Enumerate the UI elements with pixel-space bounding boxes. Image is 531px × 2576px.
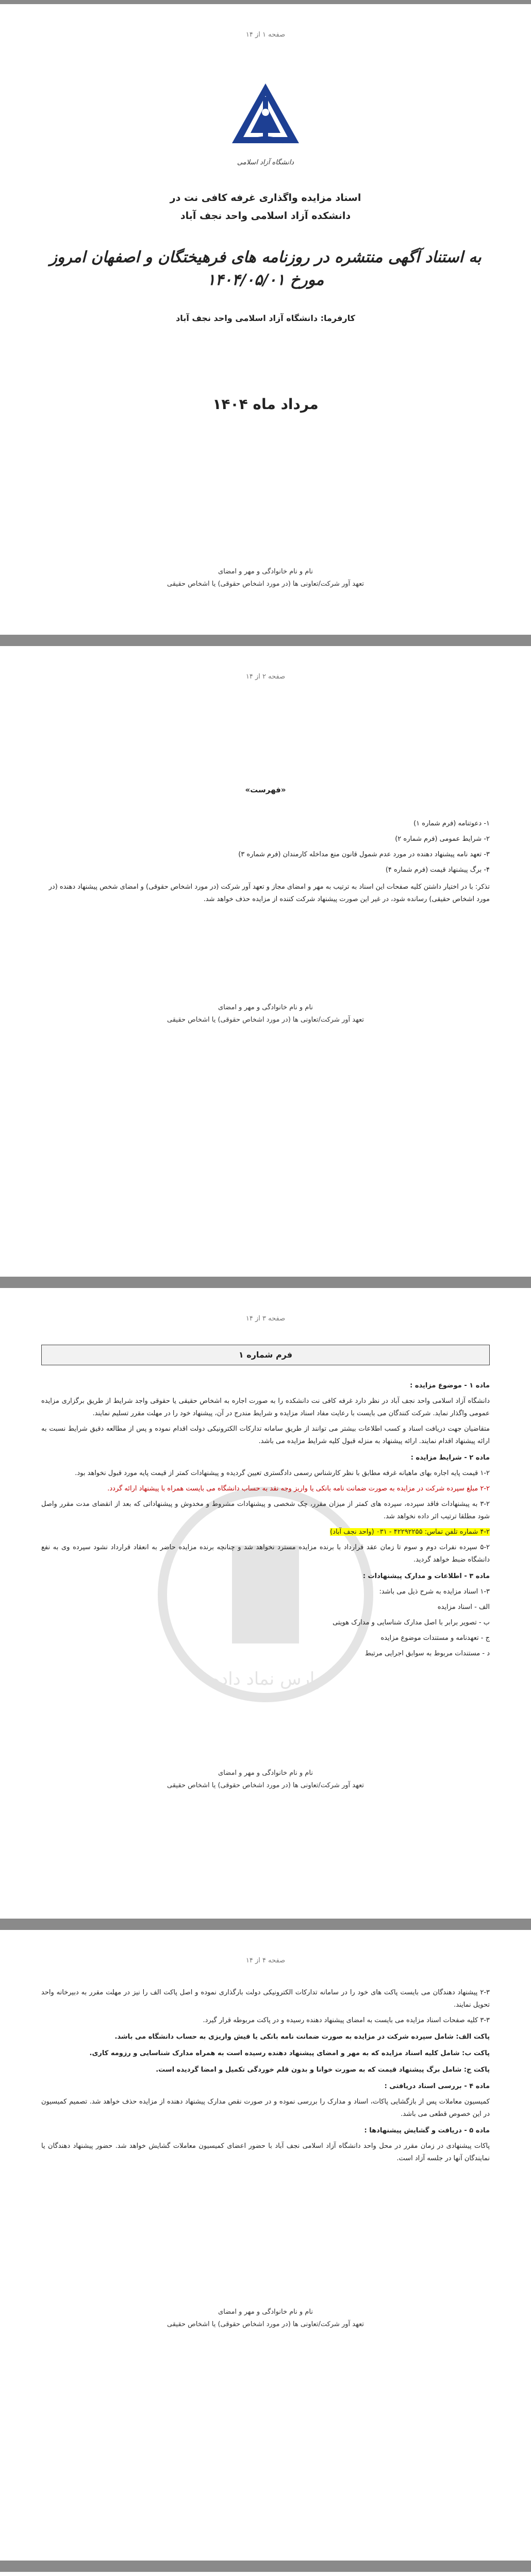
paragraph: ب - تصویر برابر با اصل مدارک شناسایی و مدارک هویتی — [333, 1619, 490, 1626]
paragraph: ۲-۲ مبلغ سپرده شرکت در مزایده به صورت ضمانت نامه بانکی یا واریز وجه نقد به حساب دانشگاه می بایست همراه با پیشنهاد ارائه گردد. — [107, 1485, 490, 1493]
toc-item: ۳- تعهد نامه پیشنهاد دهنده در مورد عدم شمول قانون منع مداخله کارمندان (فرم شماره ۳) — [238, 851, 490, 858]
paragraph: ۳-۳ کلیه صفحات اسناد مزایده می بایست به امضای پیشنهاد دهنده رسیده و در پاکت مربوطه قرار گیرد. — [203, 2016, 490, 2024]
document-page — [0, 1930, 531, 2561]
paragraph: د - مستندات مربوط به سوابق اجرایی مرتبط — [364, 1650, 490, 1657]
document-page — [0, 646, 531, 1277]
page-number: صفحه ۳ از ۱۴ — [245, 1315, 286, 1323]
signature-line-2: تعهد آور شرکت/تعاونی ها (در مورد اشخاص حقوقی) یا اشخاص حقیقی — [167, 1016, 364, 1024]
paragraph: ۱-۲ قیمت پایه اجاره بهای ماهیانه غرفه مطابق با نظر کارشناس رسمی دادگستری تعیین گردیده و پیشنهادات کمتر از قیمت پایه مورد قبول نخواهد بود. — [75, 1469, 490, 1477]
toc-heading: «فهرست» — [245, 785, 286, 794]
paragraph: دانشگاه آزاد اسلامی واحد نجف آباد در نظر دارد غرفه کافی نت دانشکده را به صورت اجاره به اشخاص حقیقی یا حقوقی واجد شرایط از طریق برگزاری مزایده عمومی واگذار نماید. شرکت کنندگان می بایست با رعایت مفاد اسناد مزایده و شرایط مندرج در آن، پیشنهاد خود را در مهلت مقرر تسلیم نمایند. — [41, 1397, 490, 1417]
document-page — [0, 2572, 531, 2576]
paragraph: متقاضیان جهت دریافت اسناد و کسب اطلاعات بیشتر می توانند از طریق سامانه تدارکات الکترونیکی دولت اقدام نموده و پس از مطالعه دقیق شرایط نسبت به ارائه پیشنهاد اقدام نمایند. ارائه پیشنهاد به منزله قبول کلیه شرایط مزایده می باشد. — [41, 1425, 490, 1445]
signature-block — [0, 566, 531, 590]
toc-item: ۱- دعوتنامه (فرم شماره ۱) — [413, 820, 490, 827]
paragraph: ماده ۲ - شرایط مزایده : — [410, 1454, 490, 1462]
paragraph: ۱-۳ اسناد مزایده به شرح ذیل می باشد: — [379, 1588, 490, 1596]
paragraph: کمیسیون معاملات پس از بازگشایی پاکات، اسناد و مدارک را بررسی نموده و در صورت نقص مدارک پیشنهاد دهنده از مزایده حذف خواهد شد. تصمیم کمیسیون در این خصوص قطعی می باشد. — [41, 2098, 490, 2118]
signature-line-1: نام و نام خانوادگی و مهر و امضای — [218, 568, 313, 575]
signature-line-2: تعهد آور شرکت/تعاونی ها (در مورد اشخاص حقوقی) یا اشخاص حقیقی — [167, 1782, 364, 1789]
paragraph: ۳-۲ به پیشنهادات فاقد سپرده، سپرده های کمتر از میزان مقرر، چک شخصی و پیشنهادات مشروط و مخدوش و پیشنهاداتی که بعد از انقضای مدت مقرر واصل شود مطلقا ترتیب اثر داده نخواهد شد. — [41, 1500, 490, 1520]
paragraph: ماده ۳ - اطلاعات و مدارک پیشنهادات : — [362, 1572, 490, 1580]
paragraph: پاکت الف: شامل سپرده شرکت در مزایده به صورت ضمانت نامه بانکی یا فیش واریزی به حساب دانشگاه می باشد. — [114, 2033, 490, 2041]
toc-item: ۲- شرایط عمومی (فرم شماره ۲) — [395, 835, 490, 843]
page-number: صفحه ۲ از ۱۴ — [245, 673, 286, 681]
paragraph — [41, 1526, 490, 1538]
toc-item: ۴- برگ پیشنهاد قیمت (فرم شماره ۴) — [385, 866, 490, 874]
paragraph: ماده ۱ - موضوع مزایده : — [410, 1382, 490, 1389]
cover-date: مرداد ماه ۱۴۰۴ — [212, 396, 319, 413]
highlighted-text: ۴-۲ شماره تلفن تماس: ۴۲۲۹۲۲۵۵ - ۰۳۱ (واحد نجف آباد) — [330, 1528, 490, 1536]
watermark-text: پارس نماد داده — [211, 1669, 320, 1689]
paragraph: ماده ۴ - بررسی اسناد دریافتی : — [384, 2082, 490, 2090]
signature-line-1: نام و نام خانوادگی و مهر و امضای — [218, 1004, 313, 1011]
paragraph: الف - اسناد مزایده — [437, 1603, 490, 1611]
paragraph: ماده ۵ - دریافت و گشایش پیشنهادها : — [364, 2127, 490, 2134]
signature-line-2: تعهد آور شرکت/تعاونی ها (در مورد اشخاص حقوقی) یا اشخاص حقیقی — [167, 580, 364, 588]
signature-block — [0, 1002, 531, 1026]
table-of-contents — [41, 816, 490, 906]
university-logo-icon — [227, 81, 304, 154]
paragraph: پاکات پیشنهادی در زمان مقرر در محل واحد دانشگاه آزاد اسلامی نجف آباد با حضور اعضای کمیسیون معاملات گشایش خواهد شد. حضور پیشنهاد دهندگان یا نمایندگان آنها در جلسه آزاد است. — [41, 2142, 490, 2162]
paragraph: ۵-۲ سپرده نفرات دوم و سوم تا زمان عقد قرارداد با برنده مزایده مسترد نخواهد شد و چنانچه برنده مزایده حاضر به انعقاد قرارداد نشود سپرده وی به نفع دانشگاه ضبط خواهد گردید. — [41, 1544, 490, 1564]
document-page — [0, 1288, 531, 1919]
paragraph: ج - تعهدنامه و مستندات موضوع مزایده — [380, 1634, 490, 1642]
cover-title-line-1: اسناد مزایده واگذاری غرفه کافی نت در — [170, 192, 361, 204]
toc-note: تذکر: با در اختیار داشتن کلیه صفحات این اسناد به ترتیب به مهر و امضای مجاز و تعهد آور شرکت (در مورد اشخاص حقوقی) و امضای شخص پیشنهاد دهنده (در مورد اشخاص حقیقی) رسانده شود، در غیر این صورت پیشنهاد شرکت کننده از مزایده حذف خواهد شد. — [48, 883, 490, 903]
cover-announcement: به استناد آگهی منتشره در روزنامه های فرهیختگان و اصفهان امروز مورخ ۱۴۰۴/۰۵/۰۱ — [49, 248, 482, 289]
page-number: صفحه ۴ از ۱۴ — [245, 1957, 286, 1964]
signature-block — [0, 1767, 531, 1792]
signature-line-2: تعهد آور شرکت/تعاونی ها (در مورد اشخاص حقوقی) یا اشخاص حقیقی — [167, 2320, 364, 2328]
article-body — [41, 1987, 490, 2168]
signature-block — [0, 2306, 531, 2331]
paragraph: پاکت ج: شامل برگ پیشنهاد قیمت که به صورت خوانا و بدون قلم خوردگی تکمیل و امضا گردیده است. — [156, 2066, 490, 2074]
document-page — [0, 4, 531, 635]
page-number: صفحه ۱ از ۱۴ — [245, 31, 286, 39]
form-title: فرم شماره ۱ — [41, 1345, 490, 1365]
signature-line-1: نام و نام خانوادگی و مهر و امضای — [218, 1769, 313, 1777]
paragraph: پاکت ب: شامل کلیه اسناد مزایده که به مهر و امضای پیشنهاد دهنده رسیده است به همراه مدارک شناسایی و رزومه کاری. — [89, 2049, 490, 2057]
signature-line-1: نام و نام خانوادگی و مهر و امضای — [218, 2308, 313, 2316]
cover-employer: کارفرما: دانشگاه آزاد اسلامی واحد نجف آباد — [176, 313, 355, 323]
cover-title-line-2: دانشکده آزاد اسلامی واحد نجف آباد — [180, 210, 351, 222]
logo-caption: دانشگاه آزاد اسلامی — [237, 159, 294, 166]
paragraph: ۲-۳ پیشنهاد دهندگان می بایست پاکت های خود را در سامانه تدارکات الکترونیکی دولت بارگذاری نموده و اصل پاکت الف را نیز در مهلت مقرر به دبیرخانه واحد تحویل نمایند. — [41, 1989, 490, 2009]
article-body — [41, 1376, 490, 1663]
